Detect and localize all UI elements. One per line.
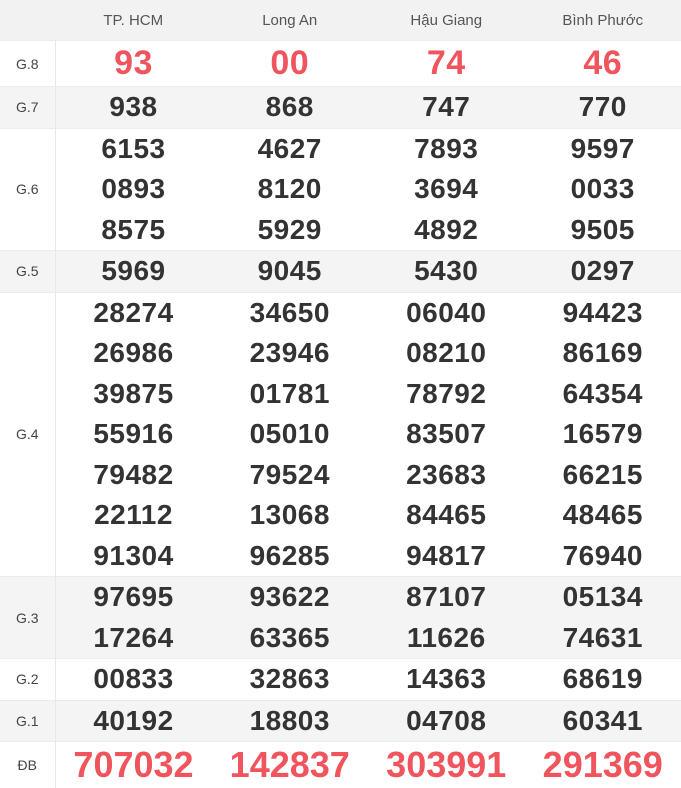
prize-cell xyxy=(368,659,525,701)
prize-number: 23946 xyxy=(249,337,330,368)
prize-number: 48465 xyxy=(562,499,643,530)
prize-number: 26986 xyxy=(93,337,174,368)
prize-number: 05010 xyxy=(249,418,330,449)
prize-number: 8575 xyxy=(101,213,166,245)
prize-number: 74631 xyxy=(562,621,643,653)
prize-label: G.5 xyxy=(0,251,55,293)
prize-cell xyxy=(212,41,369,87)
prize-cell xyxy=(525,700,681,742)
prize-cell xyxy=(525,128,681,251)
prize-row-g8 xyxy=(0,41,681,87)
prize-number: 79524 xyxy=(249,458,330,490)
prize-number: 39875 xyxy=(93,377,174,409)
prize-number: 0033 xyxy=(570,173,635,204)
prize-number: 00833 xyxy=(93,663,174,694)
special-prize-number: 707032 xyxy=(73,744,194,785)
prize-number: 34650 xyxy=(249,296,330,328)
prize-cell xyxy=(55,128,212,251)
prize-cell xyxy=(368,700,525,742)
prize-number: 01781 xyxy=(249,377,330,409)
prize-label: G.8 xyxy=(0,41,55,87)
special-prize-number: 142837 xyxy=(229,744,350,785)
prize-number: 79482 xyxy=(93,458,174,490)
province-header-tp-hcm[interactable]: TP. HCM xyxy=(55,0,212,41)
prize-label: G.4 xyxy=(0,292,55,577)
prize-cell xyxy=(212,87,369,129)
prize-number: 46 xyxy=(583,44,623,82)
prize-number: 55916 xyxy=(93,418,174,449)
prize-number: 0893 xyxy=(101,173,166,204)
prize-row-g4 xyxy=(0,292,681,577)
prize-number: 86169 xyxy=(562,337,643,368)
prize-number: 9045 xyxy=(257,255,322,286)
prize-number: 938 xyxy=(109,91,158,122)
prize-cell xyxy=(525,41,681,87)
prize-number: 84465 xyxy=(406,499,487,530)
prize-cell xyxy=(525,659,681,701)
prize-number: 18803 xyxy=(249,704,330,736)
prize-cell xyxy=(212,128,369,251)
prize-label: G.6 xyxy=(0,128,55,251)
prize-number: 23683 xyxy=(406,458,487,490)
prize-number: 66215 xyxy=(562,458,643,490)
prize-row-g5 xyxy=(0,251,681,293)
prize-number: 14363 xyxy=(406,663,487,694)
prize-number: 5430 xyxy=(414,255,479,286)
prize-cell xyxy=(55,292,212,577)
prize-number: 96285 xyxy=(249,539,330,571)
province-header-binh-phuoc[interactable]: Bình Phước xyxy=(525,0,681,41)
prize-cell xyxy=(55,700,212,742)
prize-cell xyxy=(368,41,525,87)
prize-cell xyxy=(525,292,681,577)
prize-cell xyxy=(212,700,369,742)
prize-number: 9597 xyxy=(570,132,635,164)
prize-number: 770 xyxy=(578,91,627,122)
prize-number: 93 xyxy=(114,44,153,82)
prize-rows xyxy=(0,41,681,788)
prize-cell xyxy=(525,577,681,659)
prize-number: 74 xyxy=(426,44,466,82)
prize-number: 08210 xyxy=(406,337,487,368)
prize-number: 4892 xyxy=(414,213,479,245)
special-prize-number: 303991 xyxy=(386,744,507,785)
prize-cell xyxy=(525,87,681,129)
prize-number: 747 xyxy=(422,91,471,122)
prize-number: 63365 xyxy=(249,621,330,653)
prize-number: 5969 xyxy=(101,255,166,286)
prize-cell xyxy=(55,742,212,788)
prize-number: 05134 xyxy=(562,581,643,612)
prize-number: 16579 xyxy=(562,418,643,449)
prize-cell xyxy=(368,251,525,293)
prize-label: G.2 xyxy=(0,659,55,701)
prize-cell xyxy=(55,577,212,659)
prize-number: 94423 xyxy=(562,296,643,328)
prize-cell xyxy=(55,251,212,293)
prize-number: 5929 xyxy=(257,213,322,245)
prize-number: 94817 xyxy=(406,539,487,571)
prize-number: 68619 xyxy=(562,663,643,694)
prize-number: 78792 xyxy=(406,377,487,409)
prize-number: 8120 xyxy=(257,173,322,204)
prize-cell xyxy=(525,251,681,293)
prize-number: 93622 xyxy=(249,581,330,612)
prize-number: 00 xyxy=(270,44,310,82)
prize-number: 28274 xyxy=(93,296,174,328)
prize-number: 0297 xyxy=(570,255,635,286)
prize-number: 64354 xyxy=(562,377,643,409)
prize-cell xyxy=(55,659,212,701)
prize-row-g3 xyxy=(0,577,681,659)
prize-row-g1 xyxy=(0,700,681,742)
prize-cell xyxy=(368,577,525,659)
header-row xyxy=(0,0,681,41)
prize-number: 60341 xyxy=(562,704,643,736)
prize-cell xyxy=(212,742,369,788)
prize-number: 87107 xyxy=(406,581,487,612)
prize-number: 868 xyxy=(265,91,314,122)
prize-cell xyxy=(55,41,212,87)
prize-number: 83507 xyxy=(406,418,487,449)
prize-row-g2 xyxy=(0,659,681,701)
prize-row-g7 xyxy=(0,87,681,129)
prize-number: 22112 xyxy=(94,499,173,530)
province-header-hau-giang[interactable]: Hậu Giang xyxy=(368,0,525,41)
prize-cell xyxy=(212,292,369,577)
prize-number: 40192 xyxy=(93,704,174,736)
special-prize-number: 291369 xyxy=(542,744,663,785)
province-header-long-an[interactable]: Long An xyxy=(212,0,369,41)
prize-number: 6153 xyxy=(101,132,166,164)
prize-cell xyxy=(55,87,212,129)
prize-label: G.1 xyxy=(0,700,55,742)
prize-number: 4627 xyxy=(257,132,322,164)
prize-number: 91304 xyxy=(93,539,174,571)
prize-cell xyxy=(212,251,369,293)
prize-cell xyxy=(368,292,525,577)
prize-cell xyxy=(212,659,369,701)
prize-number: 04708 xyxy=(406,704,487,736)
prize-number: 32863 xyxy=(249,663,330,694)
prize-cell xyxy=(525,742,681,788)
prize-number: 76940 xyxy=(562,539,643,571)
prize-number: 06040 xyxy=(406,296,487,328)
header-corner xyxy=(0,0,55,41)
prize-row-g6 xyxy=(0,128,681,251)
prize-label: G.3 xyxy=(0,577,55,659)
prize-label: G.7 xyxy=(0,87,55,129)
prize-number: 11626 xyxy=(406,621,486,653)
prize-number: 9505 xyxy=(570,213,635,245)
prize-number: 97695 xyxy=(93,581,174,612)
prize-number: 17264 xyxy=(93,621,174,653)
prize-cell xyxy=(368,128,525,251)
prize-number: 7893 xyxy=(414,132,479,164)
prize-cell xyxy=(368,742,525,788)
prize-cell xyxy=(368,87,525,129)
prize-label: ĐB xyxy=(0,742,55,788)
prize-number: 13068 xyxy=(249,499,330,530)
prize-row-special xyxy=(0,742,681,788)
prize-number: 3694 xyxy=(414,173,479,204)
prize-cell xyxy=(212,577,369,659)
